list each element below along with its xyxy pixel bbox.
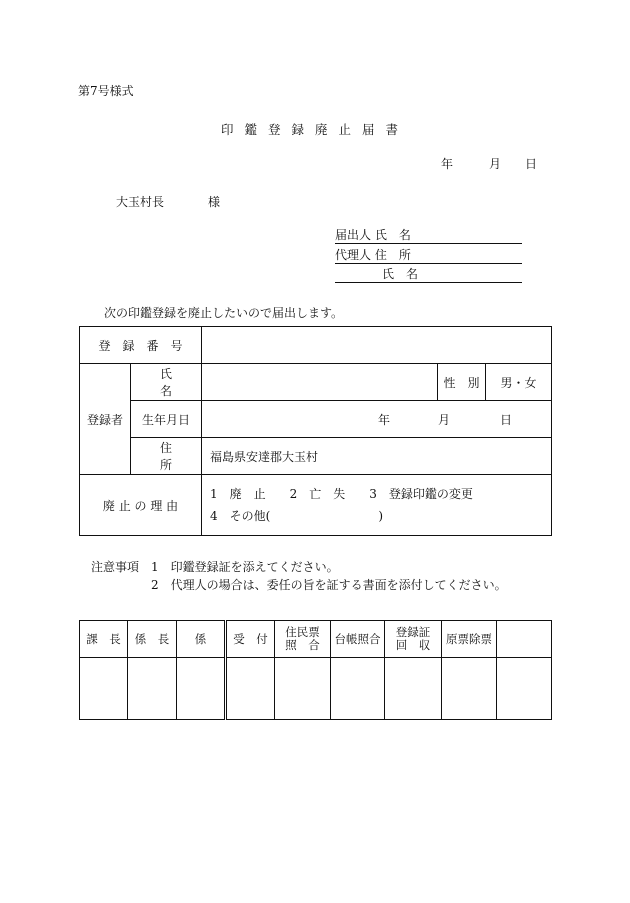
office-stamp-cell[interactable] [275, 658, 331, 720]
name-label: 氏 名 [131, 364, 202, 401]
intro-text: 次の印鑑登録を廃止したいので届出します。 [104, 306, 344, 320]
registrant-label: 登録者 [80, 364, 131, 475]
reason-options-line1: 1 廃 止 2 亡 失 3 登録印鑑の変更 [210, 487, 473, 501]
date-year: 年 [441, 157, 454, 171]
office-stamp-cell[interactable] [226, 658, 275, 720]
addressee-name: 大玉村長 [116, 195, 165, 209]
office-stamp-cell[interactable] [80, 658, 128, 720]
addressee-suffix: 様 [208, 195, 221, 209]
office-stamp-cell[interactable] [497, 658, 552, 720]
address-row [80, 438, 552, 475]
office-use-table [79, 620, 552, 720]
office-stamp-cell[interactable] [128, 658, 177, 720]
office-header-ledger-check: 台帳照合 [331, 621, 385, 658]
notes [91, 558, 507, 594]
page-title: 印鑑登録廃止届書 [220, 122, 409, 137]
sex-options[interactable]: 男・女 [486, 364, 552, 401]
office-stamp-cell[interactable] [177, 658, 226, 720]
reason-row [80, 475, 552, 536]
address-value: 福島県安達郡大玉村 [210, 449, 319, 464]
address-field[interactable] [202, 438, 552, 475]
office-header-staff: 係 [177, 621, 226, 658]
notes-label: 注意事項 [91, 560, 140, 574]
form-number: 第7号様式 [78, 84, 134, 98]
office-header-reception: 受 付 [226, 621, 275, 658]
office-header-subsection-chief: 係 長 [128, 621, 177, 658]
birth-label: 生年月日 [131, 401, 202, 438]
date-line [441, 155, 537, 172]
office-header-resident-check: 住民票 照 合 [275, 621, 331, 658]
birth-field[interactable] [202, 401, 552, 438]
sex-label: 性 別 [438, 364, 486, 401]
address-label: 住 所 [131, 438, 202, 475]
notes-item1: 1 印鑑登録証を添えてください。 [151, 560, 339, 574]
addressee [116, 193, 220, 210]
office-stamp-cell[interactable] [331, 658, 385, 720]
date-month: 月 [489, 157, 502, 171]
office-stamp-cell[interactable] [442, 658, 497, 720]
office-stamp-cell[interactable] [385, 658, 442, 720]
reason-label: 廃 止 の 理 由 [80, 475, 202, 536]
registration-number-label: 登 録 番 号 [80, 327, 202, 364]
birth-day: 日 [500, 412, 513, 427]
birth-row [80, 401, 552, 438]
agent-name-label: 氏 名 [382, 267, 419, 281]
office-header-card-collection: 登録証 回 収 [385, 621, 442, 658]
agent-address-field[interactable] [335, 248, 522, 264]
reason-field[interactable] [202, 475, 552, 536]
birth-year: 年 [378, 412, 391, 427]
name-row [80, 364, 552, 401]
registration-number-row [80, 327, 552, 364]
office-header-record-removal: 原票除票 [442, 621, 497, 658]
agent-address-label: 代理人 住 所 [335, 248, 411, 262]
applicant-name-field[interactable] [335, 228, 522, 244]
agent-name-field[interactable] [335, 267, 522, 283]
notes-item2: 2 代理人の場合は、委任の旨を証する書面を添付してください。 [151, 578, 507, 592]
name-field[interactable] [202, 364, 438, 401]
date-day: 日 [525, 157, 538, 171]
reason-options-line2: 4 その他( ) [210, 509, 384, 523]
registration-number-field[interactable] [202, 327, 552, 364]
registration-table [79, 326, 552, 536]
office-header-blank [497, 621, 552, 658]
birth-month: 月 [438, 412, 451, 427]
office-header-section-chief: 課 長 [80, 621, 128, 658]
applicant-name-label: 届出人 氏 名 [335, 228, 411, 242]
